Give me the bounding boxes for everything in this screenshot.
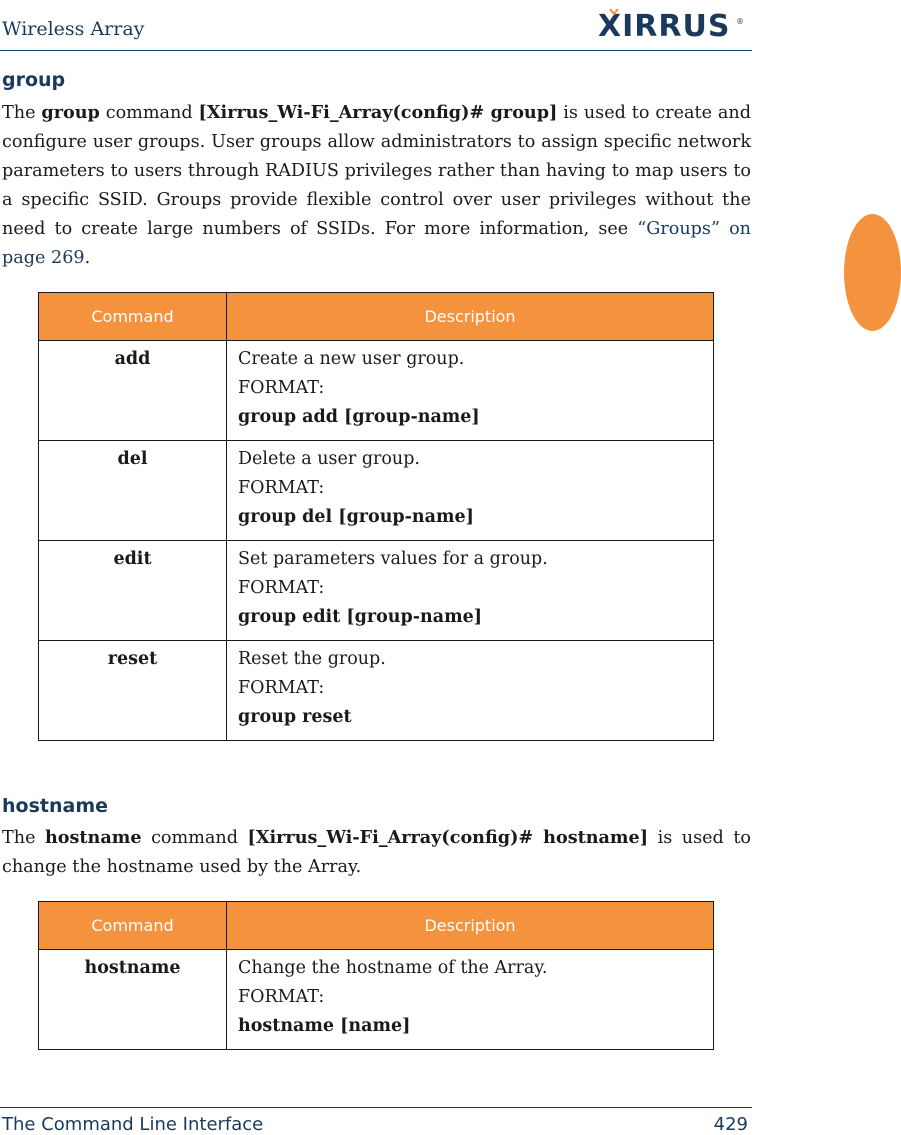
- groups-page-link[interactable]: “Groups” on page 269: [2, 219, 751, 268]
- table-row: [39, 341, 714, 441]
- page-number: 429: [713, 1114, 748, 1135]
- group-heading: group: [2, 69, 66, 91]
- format-label: FORMAT:: [238, 478, 325, 498]
- running-header-title: Wireless Array: [2, 18, 145, 40]
- hostname-command-table: [38, 901, 714, 1050]
- command-name: reset: [107, 649, 158, 669]
- column-header-command: Command: [39, 293, 227, 341]
- command-name-cell: [39, 341, 227, 441]
- format-syntax: group edit [group-name]: [238, 607, 483, 627]
- table-row: [39, 441, 714, 541]
- footer-rule: [0, 1107, 752, 1108]
- command-description: Reset the group.: [238, 649, 386, 669]
- table-row: [39, 641, 714, 741]
- command-description: Set parameters values for a group.: [238, 549, 548, 569]
- format-label: FORMAT:: [238, 987, 325, 1007]
- footer-chapter-title: The Command Line Interface: [2, 1114, 264, 1135]
- command-name: edit: [113, 549, 152, 569]
- command-name-cell: [39, 441, 227, 541]
- column-header-description: Description: [227, 293, 714, 341]
- format-syntax: group add [group-name]: [238, 407, 480, 427]
- format-label: FORMAT:: [238, 378, 325, 398]
- command-description: Create a new user group.: [238, 349, 465, 369]
- command-name: add: [114, 349, 151, 369]
- command-description: Change the hostname of the Array.: [238, 958, 548, 978]
- registered-mark: ®: [736, 17, 744, 26]
- format-syntax: hostname [name]: [238, 1016, 411, 1036]
- xirrus-logo: [596, 6, 746, 42]
- hostname-description: The hostname command [Xirrus_Wi-Fi_Array(config)# hostname] is used to change the hostname used by the Array.: [2, 827, 751, 877]
- command-name: hostname: [84, 958, 181, 978]
- chapter-thumb-tab: [844, 214, 901, 331]
- group-command-table: [38, 292, 714, 741]
- command-description: Delete a user group.: [238, 449, 420, 469]
- column-header-description: Description: [227, 902, 714, 950]
- command-description-cell: [227, 641, 714, 741]
- table-row: [39, 950, 714, 1050]
- logo-wordmark: XIRRUS: [598, 9, 731, 42]
- command-name: del: [117, 449, 148, 469]
- command-description-cell: [227, 541, 714, 641]
- format-label: FORMAT:: [238, 678, 325, 698]
- format-syntax: group reset: [238, 707, 352, 727]
- group-description: The group command [Xirrus_Wi-Fi_Array(config)# group] is used to create and configure user groups. User groups allow administrators to assign specific network parameters to users through RADIUS privileges rather than having to map users to a specific SSID. Groups provide flexible control over user privileges without the need to create large numbers of SSIDs. For more information, see “Groups” on page 269.: [2, 102, 752, 268]
- command-description-cell: [227, 341, 714, 441]
- command-name-cell: [39, 641, 227, 741]
- hostname-heading: hostname: [2, 795, 109, 817]
- column-header-command: Command: [39, 902, 227, 950]
- command-description-cell: [227, 441, 714, 541]
- format-syntax: group del [group-name]: [238, 507, 474, 527]
- command-name-cell: [39, 541, 227, 641]
- table-row: [39, 541, 714, 641]
- command-name-cell: [39, 950, 227, 1050]
- format-label: FORMAT:: [238, 578, 325, 598]
- header-rule: [0, 50, 752, 51]
- command-description-cell: [227, 950, 714, 1050]
